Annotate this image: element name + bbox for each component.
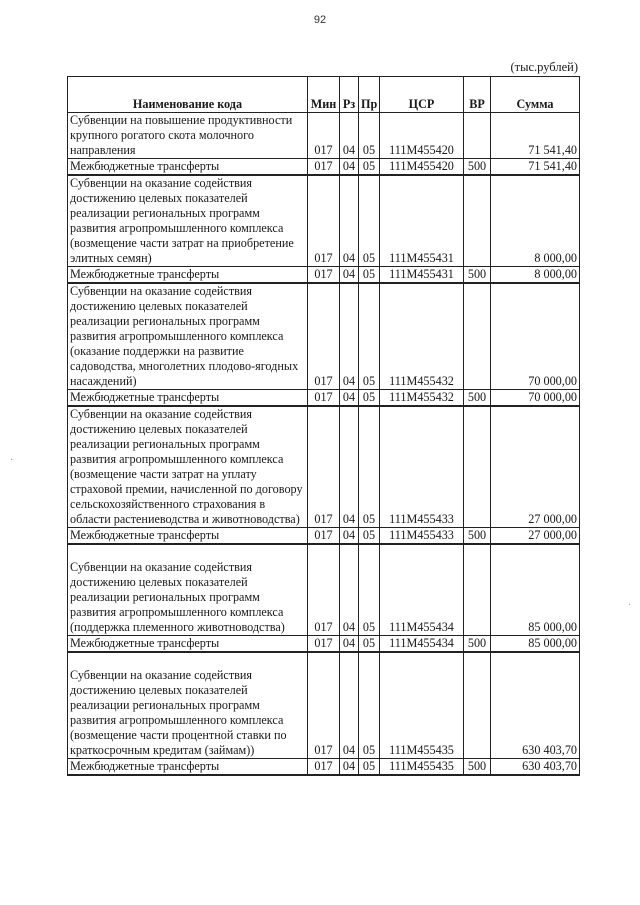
table-row: [68, 652, 580, 759]
scan-mark: ·: [10, 455, 14, 466]
row-csr: 111М455433: [380, 528, 464, 545]
table-row: [68, 636, 580, 653]
row-min: 017: [308, 113, 340, 159]
row-min: 017: [308, 283, 340, 390]
row-name: Межбюджетные трансферты: [68, 267, 308, 284]
row-name: Межбюджетные трансферты: [68, 159, 308, 176]
row-pr: 05: [359, 528, 380, 545]
row-sum: 630 403,70: [491, 652, 580, 759]
header-vr: ВР: [464, 77, 491, 113]
row-vr: 500: [464, 759, 491, 776]
header-sum: Сумма: [491, 77, 580, 113]
table-row: [68, 759, 580, 776]
row-name: Субвенции на оказание содействия достижению целевых показателей реализации региональных программ развития агропромышленного комплекса (оказание поддержки на развитие садоводства, многолетних плодово-ягодных насаждений): [68, 283, 308, 390]
row-sum: 85 000,00: [491, 636, 580, 653]
table-body: [68, 113, 580, 776]
table-row: [68, 283, 580, 390]
header-min: Мин: [308, 77, 340, 113]
row-rz: 04: [340, 175, 359, 267]
row-pr: 05: [359, 175, 380, 267]
row-rz: 04: [340, 283, 359, 390]
row-rz: 04: [340, 544, 359, 636]
row-pr: 05: [359, 113, 380, 159]
row-min: 017: [308, 406, 340, 528]
row-csr: 111М455431: [380, 175, 464, 267]
row-min: 017: [308, 652, 340, 759]
row-sum: 71 541,40: [491, 159, 580, 176]
row-vr: [464, 652, 491, 759]
row-rz: 04: [340, 759, 359, 776]
row-name-text: Субвенции на оказание содействия достижению целевых показателей реализации региональных программ развития агропромышленного комплекса (возмещение части процентной ставки по краткосрочным кредитам (займам)): [70, 668, 287, 757]
row-csr: 111М455434: [380, 544, 464, 636]
row-name: Межбюджетные трансферты: [68, 636, 308, 653]
row-vr: [464, 544, 491, 636]
table-row: [68, 159, 580, 176]
row-min: 017: [308, 759, 340, 776]
row-pr: 05: [359, 159, 380, 176]
row-name: Межбюджетные трансферты: [68, 759, 308, 776]
row-csr: 111М455434: [380, 636, 464, 653]
row-name: Межбюджетные трансферты: [68, 390, 308, 407]
row-vr: [464, 113, 491, 159]
header-row: [68, 77, 580, 113]
row-sum: 8 000,00: [491, 175, 580, 267]
row-vr: [464, 283, 491, 390]
header-csr: ЦСР: [380, 77, 464, 113]
row-rz: 04: [340, 267, 359, 284]
table-row: [68, 113, 580, 159]
row-vr: 500: [464, 390, 491, 407]
row-min: 017: [308, 544, 340, 636]
header-pr: Пр: [359, 77, 380, 113]
row-min: 017: [308, 267, 340, 284]
units-label: (тыс.рублей): [510, 60, 578, 74]
row-csr: 111М455433: [380, 406, 464, 528]
row-name: Межбюджетные трансферты: [68, 528, 308, 545]
row-rz: 04: [340, 652, 359, 759]
table-row: [68, 406, 580, 528]
table-row: [68, 175, 580, 267]
row-csr: 111М455420: [380, 159, 464, 176]
row-csr: 111М455432: [380, 283, 464, 390]
row-pr: 05: [359, 390, 380, 407]
row-name: [68, 544, 308, 636]
row-vr: 500: [464, 528, 491, 545]
row-vr: 500: [464, 636, 491, 653]
row-pr: 05: [359, 406, 380, 528]
row-csr: 111М455435: [380, 759, 464, 776]
row-rz: 04: [340, 390, 359, 407]
row-name: Субвенции на оказание содействия достижению целевых показателей реализации региональных программ развития агропромышленного комплекса (возмещение части затрат на уплату страховой премии, начисленной по договору сельскохозяйственного страхования в области растениеводства и животноводства): [68, 406, 308, 528]
row-sum: 8 000,00: [491, 267, 580, 284]
scan-mark: ·: [628, 600, 632, 611]
row-name-text: Субвенции на оказание содействия достижению целевых показателей реализации региональных программ развития агропромышленного комплекса (поддержка племенного животноводства): [70, 560, 285, 634]
row-rz: 04: [340, 159, 359, 176]
row-min: 017: [308, 159, 340, 176]
table-row: [68, 390, 580, 407]
row-sum: 27 000,00: [491, 406, 580, 528]
row-pr: 05: [359, 636, 380, 653]
row-sum: 71 541,40: [491, 113, 580, 159]
row-sum: 70 000,00: [491, 390, 580, 407]
row-sum: 85 000,00: [491, 544, 580, 636]
row-pr: 05: [359, 267, 380, 284]
budget-table: [67, 76, 580, 776]
row-csr: 111М455431: [380, 267, 464, 284]
table-row: [68, 528, 580, 545]
row-sum: 630 403,70: [491, 759, 580, 776]
row-rz: 04: [340, 636, 359, 653]
header-rz: Рз: [340, 77, 359, 113]
header-name: Наименование кода: [68, 77, 308, 113]
row-csr: 111М455432: [380, 390, 464, 407]
row-name: Субвенции на повышение продуктивности крупного рогатого скота молочного направления: [68, 113, 308, 159]
row-csr: 111М455435: [380, 652, 464, 759]
row-pr: 05: [359, 544, 380, 636]
table-row: [68, 267, 580, 284]
row-min: 017: [308, 528, 340, 545]
row-sum: 70 000,00: [491, 283, 580, 390]
row-vr: [464, 406, 491, 528]
row-csr: 111М455420: [380, 113, 464, 159]
row-sum: 27 000,00: [491, 528, 580, 545]
row-name: [68, 652, 308, 759]
row-pr: 05: [359, 759, 380, 776]
row-rz: 04: [340, 528, 359, 545]
row-rz: 04: [340, 406, 359, 528]
row-min: 017: [308, 636, 340, 653]
row-min: 017: [308, 390, 340, 407]
row-pr: 05: [359, 283, 380, 390]
page-number: 92: [313, 14, 327, 26]
row-vr: 500: [464, 159, 491, 176]
row-pr: 05: [359, 652, 380, 759]
row-rz: 04: [340, 113, 359, 159]
row-name: Субвенции на оказание содействия достижению целевых показателей реализации региональных программ развития агропромышленного комплекса (возмещение части затрат на приобретение элитных семян): [68, 175, 308, 267]
row-min: 017: [308, 175, 340, 267]
table-row: [68, 544, 580, 636]
row-vr: [464, 175, 491, 267]
row-vr: 500: [464, 267, 491, 284]
